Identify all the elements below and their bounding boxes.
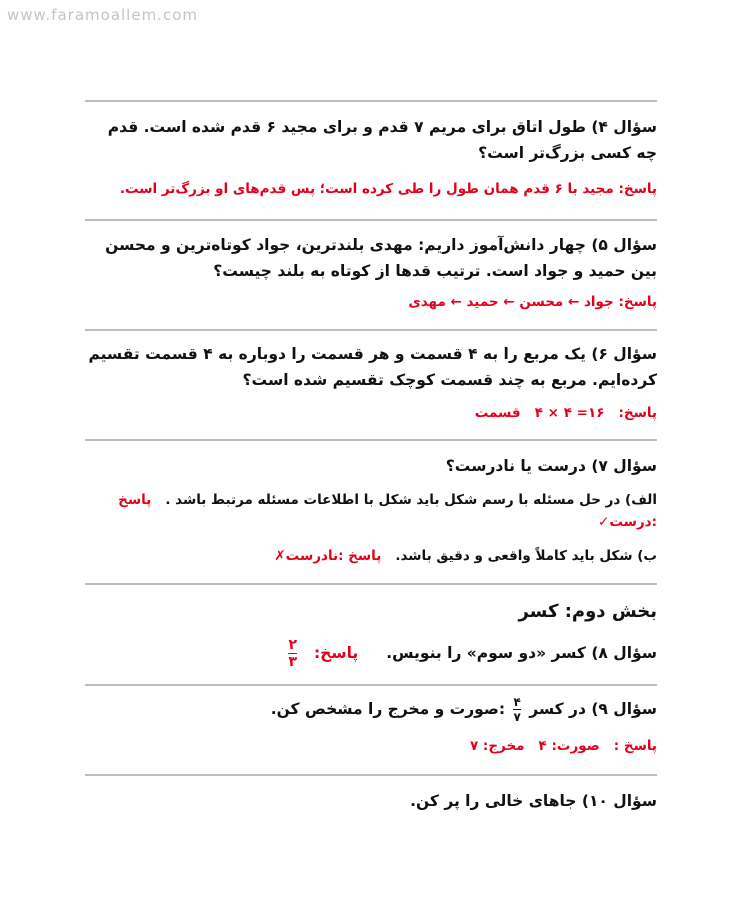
fraction-numerator: ۲ [288,637,297,653]
question-8-answer-fraction [288,638,297,669]
question-7-part-a-answer: پاسخ :درست✓ [118,492,657,530]
question-6 [85,331,657,424]
question-9-prefix: سؤال ۹) در کسر [529,700,657,718]
question-9-text [85,696,657,723]
question-6-answer-label: پاسخ: [618,405,657,421]
fraction-numerator: ۴ [513,695,521,709]
question-5-text: سؤال ۵) چهار دانش‌آموز داریم: مهدی بلندترین، جواد کوتاه‌ترین و محسن بین حمید و جواد است. ترتیب قدها از کوتاه به بلند چیست؟ [105,236,657,280]
question-8-answer-label: پاسخ: [313,644,359,662]
question-9-answer-numerator: صورت: ۴ [538,738,600,754]
question-9-answer [85,735,657,757]
question-6-text: سؤال ۶) یک مربع را به ۴ قسمت و هر قسمت را دوباره به ۴ قسمت تقسیم کرده‌ایم. مربع به چند قسمت کوچک تقسیم شده است؟ [88,345,657,389]
question-7-text: سؤال ۷) درست یا نادرست؟ [445,457,657,475]
question-5 [85,221,657,313]
question-9-answer-label: پاسخ : [613,738,657,754]
question-7-part-b-text: ب) شکل باید کاملاً واقعی و دقیق باشد. [395,548,657,564]
fraction-denominator: ۷ [513,710,521,724]
worksheet-content [85,100,657,814]
question-10 [85,776,657,814]
question-8-text: سؤال ۸) کسر «دو سوم» را بنویس. [386,644,657,662]
question-4-text: سؤال ۴) طول اتاق برای مریم ۷ قدم و برای مجید ۶ قدم شده است. قدم چه کسی بزرگ‌تر است؟ [107,118,657,162]
question-7-part-b-answer: پاسخ :نادرست✗ [274,548,382,564]
question-4-answer: پاسخ: مجید با ۶ قدم همان طول را طی کرده است؛ پس قدم‌های او بزرگ‌تر است. [119,181,657,197]
question-7-part-b [85,545,657,567]
question-9-suffix: :صورت و مخرج را مشخص کن. [270,700,506,718]
question-10-text: سؤال ۱۰) جاهای خالی را پر کن. [410,792,657,810]
question-6-answer [85,402,657,424]
section-2 [85,585,657,669]
question-5-answer: پاسخ: جواد ← محسن ← حمید ← مهدی [408,294,657,310]
question-7 [85,441,657,567]
fraction-denominator: ۳ [288,654,297,670]
watermark: www.faramoallem.com [7,6,198,24]
question-4 [85,102,657,200]
question-9-answer-denominator: مخرج: ۷ [469,738,525,754]
section-2-title: بخش دوم: کسر [518,601,657,622]
question-9 [85,686,657,757]
question-6-answer-value: ۱۶= ۴ × ۴ قسمت [474,405,605,421]
question-9-fraction [513,696,520,723]
question-7-part-a [85,489,657,533]
question-8 [85,638,657,669]
question-7-part-a-text: الف) در حل مسئله با رسم شکل باید شکل با اطلاعات مسئله مرتبط باشد . [165,492,657,508]
